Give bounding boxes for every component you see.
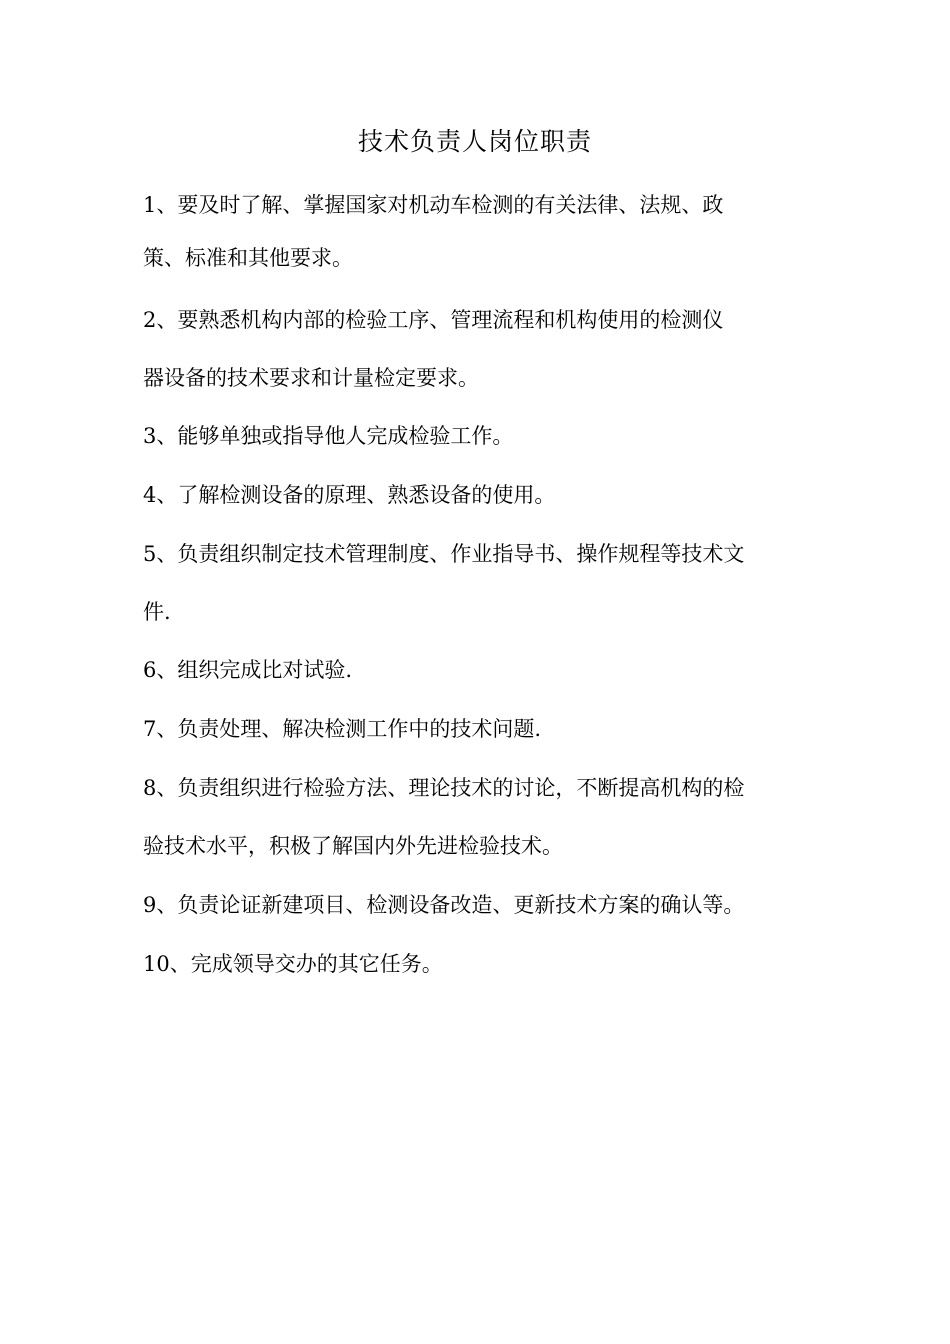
duty-item-2-line-1: 2、要熟悉机构内部的检验工序、管理流程和机构使用的检测仪 [143,308,724,332]
duty-item-7: 7、负责处理、解决检测工作中的技术问题. [143,717,542,741]
duty-item-3: 3、能够单独或指导他人完成检验工作。 [143,424,514,448]
duty-item-5-line-2: 件. [143,600,171,624]
duty-item-4: 4、了解检测设备的原理、熟悉设备的使用。 [143,483,556,507]
duty-item-5-line-1: 5、负责组织制定技术管理制度、作业指导书、操作规程等技术文 [143,542,745,566]
duty-item-8-line-1: 8、负责组织进行检验方法、理论技术的讨论，不断提高机构的检 [143,776,745,800]
duty-item-6: 6、组织完成比对试验. [143,658,353,682]
document-title: 技术负责人岗位职责 [357,127,592,156]
duty-item-2-line-2: 器设备的技术要求和计量检定要求。 [143,366,479,390]
duty-item-1-line-2: 策、标准和其他要求。 [143,246,353,270]
duty-item-9: 9、负责论证新建项目、检测设备改造、更新技术方案的确认等。 [143,893,745,917]
duty-item-10: 10、完成领导交办的其它任务。 [143,952,443,976]
duty-item-8-line-2: 验技术水平，积极了解国内外先进检验技术。 [143,834,563,858]
duty-item-1-line-1: 1、要及时了解、掌握国家对机动车检测的有关法律、法规、政 [143,193,724,217]
